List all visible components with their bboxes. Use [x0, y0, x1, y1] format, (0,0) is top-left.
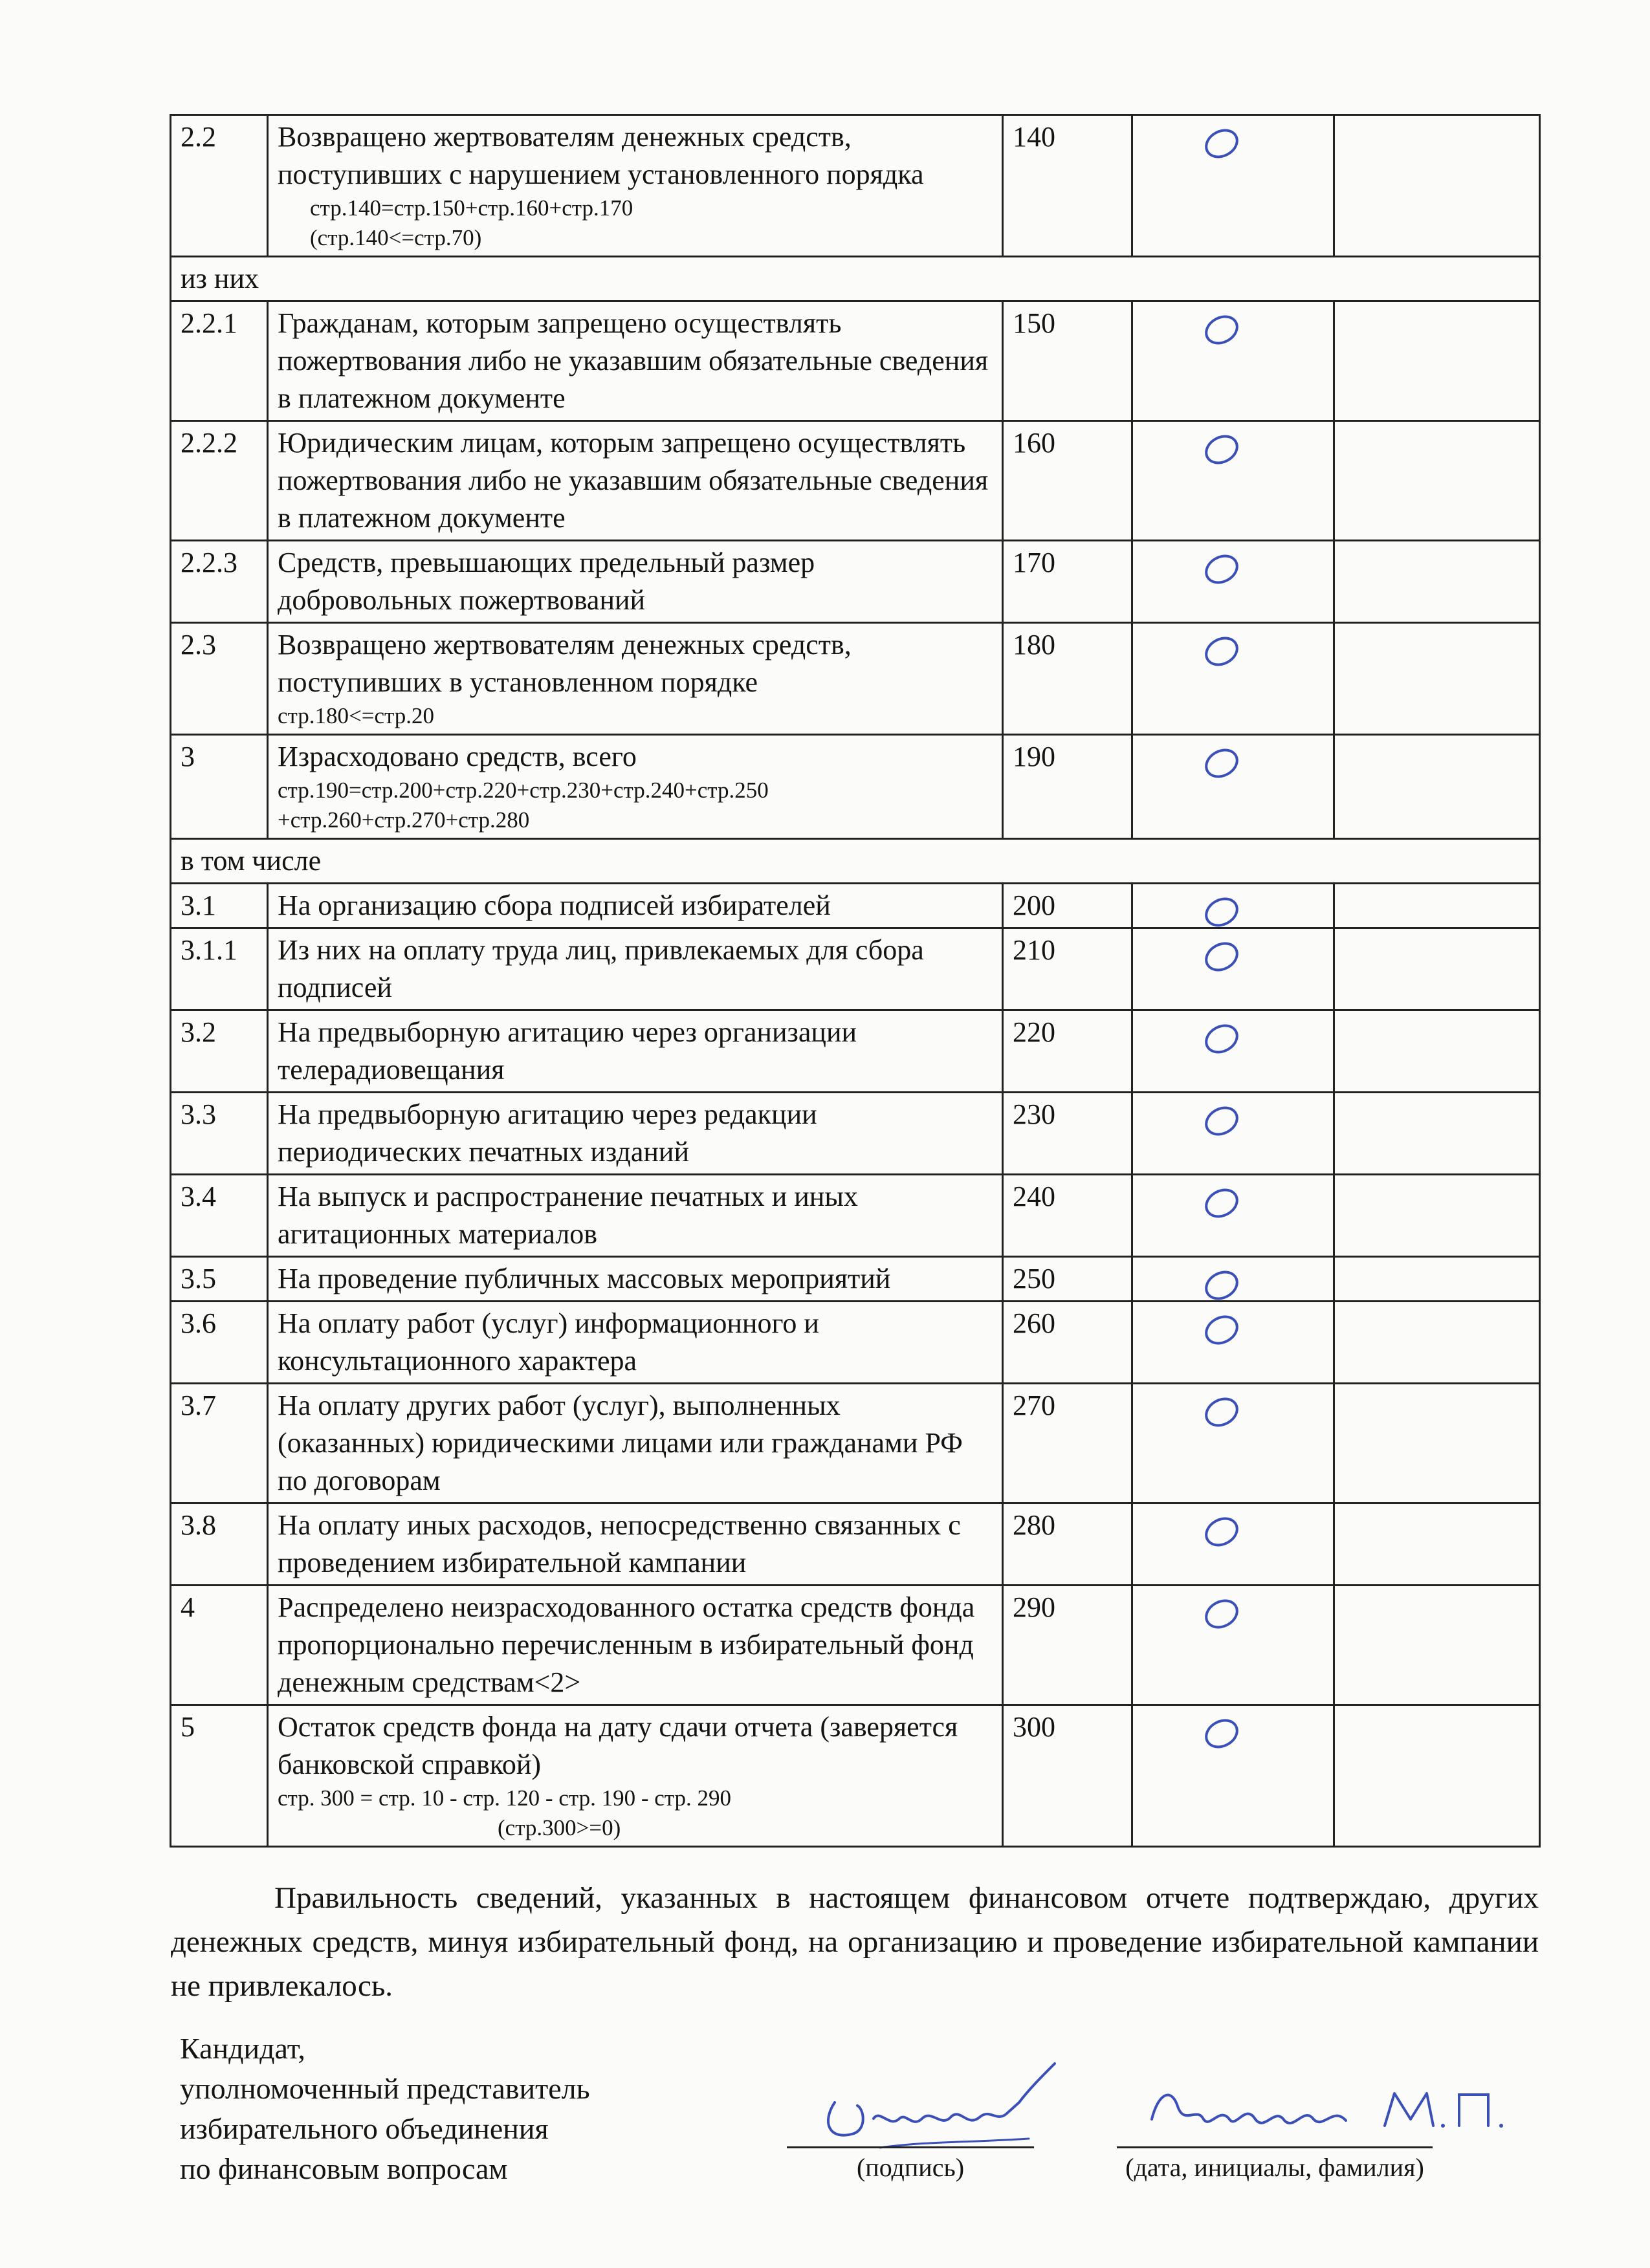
row-name: Из них на оплату труда лиц, привлекаемых для сбора подписей [278, 934, 924, 1003]
table-row [171, 1586, 1540, 1705]
row-formula: (стр.300>=0) [498, 1815, 621, 1840]
row-description [268, 541, 1003, 623]
row-note [1334, 1257, 1540, 1302]
row-name: На проведение публичных массовых мероприятий [278, 1263, 891, 1294]
row-number: 2.3 [171, 623, 268, 735]
row-amount [1132, 1257, 1334, 1302]
row-code: 160 [1003, 421, 1132, 541]
table-row [171, 1705, 1540, 1847]
handwritten-signature [796, 2057, 1068, 2154]
signer-line: избирательного объединения [180, 2112, 549, 2145]
row-note [1334, 421, 1540, 541]
signer-line: уполномоченный представитель [180, 2072, 590, 2105]
row-note [1334, 1586, 1540, 1705]
row-amount [1132, 735, 1334, 839]
row-code: 300 [1003, 1705, 1132, 1847]
row-description [268, 928, 1003, 1010]
signer-line: по финансовым вопросам [180, 2152, 508, 2185]
row-note [1334, 115, 1540, 257]
row-note [1334, 1705, 1540, 1847]
row-name: Остаток средств фонда на дату сдачи отчета (заверяется банковской справкой) [278, 1711, 958, 1780]
handwritten-zero [1200, 1019, 1243, 1059]
report-table-body [171, 115, 1540, 1847]
handwritten-zero [1200, 1594, 1243, 1634]
signer-block [180, 2029, 590, 2189]
row-amount [1132, 1093, 1334, 1175]
row-note [1334, 1093, 1540, 1175]
handwritten-name [1139, 2067, 1527, 2145]
signer-line: Кандидат, [180, 2032, 305, 2065]
row-amount [1132, 623, 1334, 735]
row-name: На организацию сбора подписей избирателей [278, 889, 831, 921]
row-code: 190 [1003, 735, 1132, 839]
handwritten-zero [1200, 1512, 1243, 1552]
row-code: 180 [1003, 623, 1132, 735]
row-description [268, 421, 1003, 541]
row-number: 3.6 [171, 1302, 268, 1384]
row-amount [1132, 1503, 1334, 1586]
row-note [1334, 1384, 1540, 1503]
row-note [1334, 1175, 1540, 1257]
section-label: из них [171, 257, 1540, 301]
row-number: 2.2.1 [171, 301, 268, 421]
signature-line [787, 2146, 1034, 2148]
handwritten-zero [1200, 743, 1243, 783]
row-name: Возвращено жертвователям денежных средств, поступивших с нарушением установленного порядка [278, 121, 924, 190]
row-formula: (стр.140<=стр.70) [310, 225, 482, 250]
handwritten-zero [1200, 1714, 1243, 1754]
handwritten-zero [1200, 1310, 1243, 1350]
row-code: 200 [1003, 884, 1132, 928]
row-number: 3.2 [171, 1010, 268, 1093]
row-amount [1132, 541, 1334, 623]
handwritten-zero [1200, 1392, 1243, 1432]
row-description [268, 1384, 1003, 1503]
table-row [171, 884, 1540, 928]
table-row [171, 928, 1540, 1010]
row-note [1334, 928, 1540, 1010]
row-number: 3.7 [171, 1384, 268, 1503]
row-code: 150 [1003, 301, 1132, 421]
row-amount [1132, 115, 1334, 257]
row-number: 4 [171, 1586, 268, 1705]
row-amount [1132, 301, 1334, 421]
handwritten-zero [1200, 310, 1243, 350]
name-caption: (дата, инициалы, фамилия) [1125, 2153, 1424, 2182]
row-code: 220 [1003, 1010, 1132, 1093]
row-name: На оплату других работ (услуг), выполненных (оказанных) юридическими лицами или гражданами РФ по договорам [278, 1390, 963, 1496]
row-number: 3.1.1 [171, 928, 268, 1010]
row-amount [1132, 1384, 1334, 1503]
row-formula: стр.180<=стр.20 [278, 703, 434, 728]
row-amount [1132, 1586, 1334, 1705]
handwritten-zero [1200, 1183, 1243, 1223]
row-note [1334, 541, 1540, 623]
row-number: 2.2.2 [171, 421, 268, 541]
handwritten-zero [1200, 1265, 1243, 1305]
section-label: в том числе [171, 839, 1540, 884]
row-amount [1132, 1302, 1334, 1384]
row-note [1334, 1010, 1540, 1093]
table-row [171, 115, 1540, 257]
row-code: 240 [1003, 1175, 1132, 1257]
row-number: 3 [171, 735, 268, 839]
confirmation-statement: Правильность сведений, указанных в настоящем финансовом отчете подтверждаю, других денежных средств, минуя избирательный фонд, на организацию и проведение избирательной кампании не привлекалось. [171, 1881, 1539, 2003]
signature-caption: (подпись) [856, 2153, 965, 2182]
row-name: На оплату работ (услуг) информационного и консультационного характера [278, 1307, 819, 1377]
handwritten-zero [1200, 892, 1243, 932]
row-note [1334, 623, 1540, 735]
row-code: 210 [1003, 928, 1132, 1010]
row-description [268, 1175, 1003, 1257]
section-row [171, 839, 1540, 884]
row-description [268, 1257, 1003, 1302]
table-row [171, 1302, 1540, 1384]
row-code: 290 [1003, 1586, 1132, 1705]
row-description [268, 735, 1003, 839]
row-code: 260 [1003, 1302, 1132, 1384]
row-amount [1132, 1175, 1334, 1257]
row-note [1334, 1302, 1540, 1384]
row-description [268, 115, 1003, 257]
row-name: На предвыборную агитацию через редакции периодических печатных изданий [278, 1098, 817, 1168]
row-formula: стр. 300 = стр. 10 - стр. 120 - стр. 190 - стр. 290 [278, 1785, 731, 1811]
row-name: На выпуск и распространение печатных и иных агитационных материалов [278, 1181, 858, 1250]
handwritten-zero [1200, 549, 1243, 589]
row-description [268, 1705, 1003, 1847]
row-note [1334, 735, 1540, 839]
row-name: На оплату иных расходов, непосредственно связанных с проведением избирательной кампании [278, 1509, 961, 1578]
table-row [171, 1503, 1540, 1586]
row-amount [1132, 1705, 1334, 1847]
row-code: 140 [1003, 115, 1132, 257]
name-line [1117, 2146, 1433, 2148]
row-name: Средств, превышающих предельный размер добровольных пожертвований [278, 547, 815, 616]
table-row [171, 623, 1540, 735]
row-description [268, 623, 1003, 735]
row-note [1334, 1503, 1540, 1586]
row-name: Возвращено жертвователям денежных средств, поступивших в установленном порядке [278, 629, 852, 698]
table-row [171, 1257, 1540, 1302]
row-name: Израсходовано средств, всего [278, 741, 637, 772]
row-formula: стр.190=стр.200+стр.220+стр.230+стр.240+стр.250 [278, 778, 769, 803]
row-amount [1132, 421, 1334, 541]
section-row [171, 257, 1540, 301]
row-name: Юридическим лицам, которым запрещено осуществлять пожертвования либо не указавшим обязательные сведения в платежном документе [278, 427, 989, 534]
row-formula: стр.140=стр.150+стр.160+стр.170 [310, 195, 633, 221]
handwritten-zero [1200, 124, 1243, 164]
row-number: 3.3 [171, 1093, 268, 1175]
table-row [171, 421, 1540, 541]
row-number: 5 [171, 1705, 268, 1847]
row-number: 2.2.3 [171, 541, 268, 623]
handwritten-zero [1200, 1101, 1243, 1141]
handwritten-zero [1200, 631, 1243, 671]
table-row [171, 1093, 1540, 1175]
row-name: На предвыборную агитацию через организации телерадиовещания [278, 1016, 857, 1085]
row-note [1334, 301, 1540, 421]
row-name: Гражданам, которым запрещено осуществлять пожертвования либо не указавшим обязательные сведения в платежном документе [278, 307, 989, 414]
row-description [268, 1586, 1003, 1705]
row-description [268, 1010, 1003, 1093]
row-description [268, 1503, 1003, 1586]
handwritten-zero [1200, 430, 1243, 470]
row-code: 170 [1003, 541, 1132, 623]
row-number: 3.8 [171, 1503, 268, 1586]
financial-report-table [170, 114, 1541, 1848]
row-name: Распределено неизрасходованного остатка средств фонда пропорционально перечисленным в избирательный фонд денежным средствам<2> [278, 1591, 975, 1698]
row-number: 3.1 [171, 884, 268, 928]
row-amount [1132, 1010, 1334, 1093]
row-description [268, 1302, 1003, 1384]
row-description [268, 301, 1003, 421]
table-row [171, 301, 1540, 421]
row-amount [1132, 928, 1334, 1010]
table-row [171, 1010, 1540, 1093]
row-description [268, 1093, 1003, 1175]
row-amount [1132, 884, 1334, 928]
row-code: 270 [1003, 1384, 1132, 1503]
row-formula: +стр.260+стр.270+стр.280 [278, 807, 530, 833]
row-code: 250 [1003, 1257, 1132, 1302]
row-note [1334, 884, 1540, 928]
table-row [171, 541, 1540, 623]
row-description [268, 884, 1003, 928]
row-number: 3.5 [171, 1257, 268, 1302]
table-row [171, 735, 1540, 839]
table-row [171, 1384, 1540, 1503]
row-code: 230 [1003, 1093, 1132, 1175]
table-row [171, 1175, 1540, 1257]
row-number: 3.4 [171, 1175, 268, 1257]
row-code: 280 [1003, 1503, 1132, 1586]
row-number: 2.2 [171, 115, 268, 257]
handwritten-zero [1200, 937, 1243, 977]
